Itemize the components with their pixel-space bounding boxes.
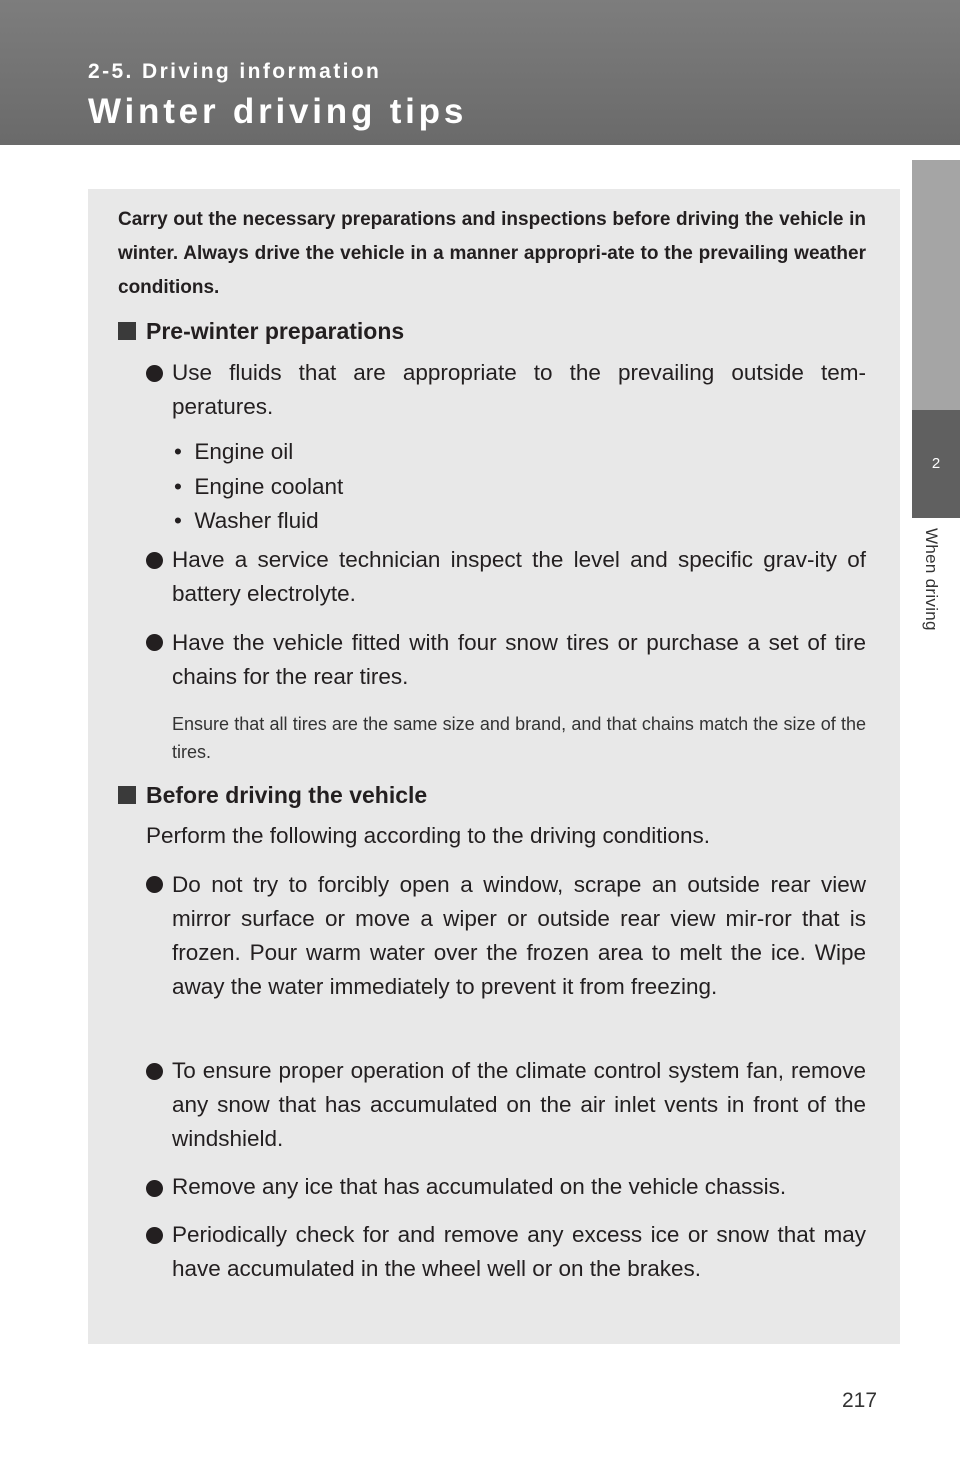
square-bullet-icon [118, 786, 136, 804]
bullet-item: To ensure proper operation of the climate control system fan, remove any snow that has accumulated on the air inlet vents in front of the windshield. [172, 1058, 866, 1151]
round-bullet-icon [146, 1227, 163, 1244]
section-heading-pre-winter: Pre-winter preparations [118, 318, 404, 345]
fluid-item: • Engine coolant [174, 474, 344, 499]
round-bullet-icon [146, 634, 163, 651]
tire-note: Ensure that all tires are the same size and brand, and that chains match the size of the tires. [172, 714, 866, 762]
bullet-item: Periodically check for and remove any excess ice or snow that may have accumulated in the wheel well or on the brakes. [172, 1222, 866, 1281]
page-header [0, 0, 960, 145]
section-heading-before-driving: Before driving the vehicle [118, 782, 427, 809]
chapter-label-tab [912, 518, 960, 678]
bullet-item: Use fluids that are appropriate to the prevailing outside tem-peratures. [172, 360, 866, 419]
bullet-item: Have a service technician inspect the level and specific grav-ity of battery electrolyte. [172, 547, 866, 606]
fluid-item: • Engine oil [174, 439, 294, 464]
chapter-number-tab: 2 [912, 410, 960, 518]
fluid-item: • Washer fluid [174, 508, 319, 533]
round-bullet-icon [146, 1063, 163, 1080]
bullet-item: Have the vehicle fitted with four snow tires or purchase a set of tire chains for the rear tires. [172, 630, 866, 689]
intro-paragraph: Carry out the necessary preparations and inspections before driving the vehicle in winter. Always drive the vehicle in a manner appropri-ate to the prevailing weather conditions. [118, 209, 866, 298]
bullet-item: Do not try to forcibly open a window, scrape an outside rear view mirror surface or move a wiper or outside rear view mir-ror that is frozen. Pour warm water over the frozen area to melt the ice. Wipe away the water immediately to prevent it from freezing. [172, 872, 866, 999]
square-bullet-icon [118, 322, 136, 340]
round-bullet-icon [146, 1180, 163, 1197]
round-bullet-icon [146, 876, 163, 893]
round-bullet-icon [146, 552, 163, 569]
section-label: 2-5. Driving information [88, 60, 382, 83]
page-title: Winter driving tips [88, 92, 468, 131]
bullet-item: Remove any ice that has accumulated on the vehicle chassis. [172, 1174, 787, 1199]
chapter-label: When driving [922, 528, 941, 631]
section-lead: Perform the following according to the driving conditions. [146, 823, 711, 848]
side-tab-spacer [912, 160, 960, 410]
round-bullet-icon [146, 365, 163, 382]
page-number: 217 [842, 1389, 878, 1412]
